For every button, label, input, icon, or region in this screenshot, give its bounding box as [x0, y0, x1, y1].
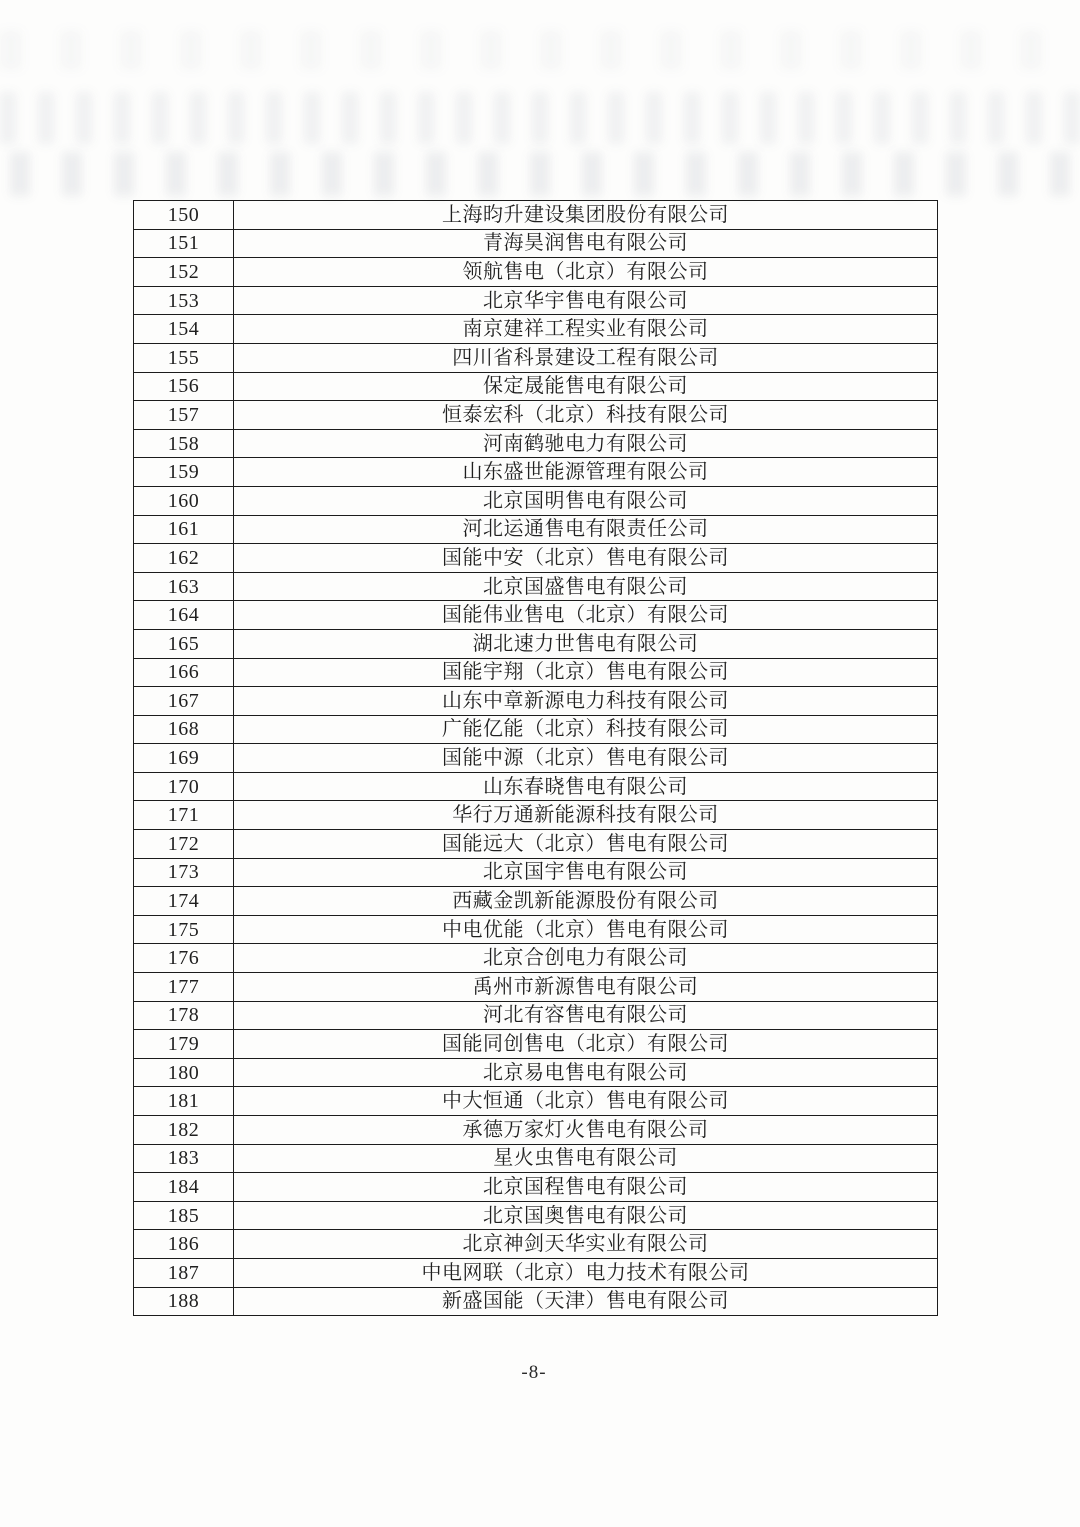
row-number-cell: 163 — [134, 572, 234, 601]
row-number-cell: 165 — [134, 629, 234, 658]
company-name-cell: 中大恒通（北京）售电有限公司 — [234, 1087, 938, 1116]
row-number-cell: 166 — [134, 658, 234, 687]
table-row — [134, 1230, 938, 1259]
row-number-cell: 155 — [134, 343, 234, 372]
table-row — [134, 201, 938, 230]
table-row — [134, 1201, 938, 1230]
row-number-cell: 157 — [134, 401, 234, 430]
row-number-cell: 179 — [134, 1030, 234, 1059]
row-number-cell: 151 — [134, 229, 234, 258]
row-number-cell: 150 — [134, 201, 234, 230]
company-list-table — [133, 200, 938, 1316]
table-row — [134, 1116, 938, 1145]
row-number-cell: 156 — [134, 372, 234, 401]
table-row — [134, 229, 938, 258]
table-row — [134, 772, 938, 801]
table-row — [134, 601, 938, 630]
table-row — [134, 515, 938, 544]
row-number-cell: 153 — [134, 286, 234, 315]
row-number-cell: 172 — [134, 830, 234, 859]
row-number-cell: 173 — [134, 858, 234, 887]
row-number-cell: 158 — [134, 429, 234, 458]
table-row — [134, 258, 938, 287]
table-row — [134, 1287, 938, 1316]
row-number-cell: 184 — [134, 1173, 234, 1202]
table-row — [134, 1001, 938, 1030]
table-row — [134, 887, 938, 916]
table-row — [134, 372, 938, 401]
row-number-cell: 178 — [134, 1001, 234, 1030]
company-name-cell: 领航售电（北京）有限公司 — [234, 258, 938, 287]
row-number-cell: 176 — [134, 944, 234, 973]
company-name-cell: 湖北速力世售电有限公司 — [234, 629, 938, 658]
table-row — [134, 1058, 938, 1087]
company-name-cell: 北京国程售电有限公司 — [234, 1173, 938, 1202]
company-table-body — [134, 201, 938, 1316]
row-number-cell: 162 — [134, 544, 234, 573]
table-row — [134, 973, 938, 1002]
table-row — [134, 715, 938, 744]
table-row — [134, 830, 938, 859]
row-number-cell: 187 — [134, 1258, 234, 1287]
company-name-cell: 华行万通新能源科技有限公司 — [234, 801, 938, 830]
company-name-cell: 国能远大（北京）售电有限公司 — [234, 830, 938, 859]
company-name-cell: 北京神剑天华实业有限公司 — [234, 1230, 938, 1259]
table-row — [134, 658, 938, 687]
row-number-cell: 152 — [134, 258, 234, 287]
company-name-cell: 国能同创售电（北京）有限公司 — [234, 1030, 938, 1059]
company-name-cell: 中电优能（北京）售电有限公司 — [234, 915, 938, 944]
table-row — [134, 572, 938, 601]
row-number-cell: 164 — [134, 601, 234, 630]
company-name-cell: 北京国明售电有限公司 — [234, 486, 938, 515]
table-row — [134, 286, 938, 315]
row-number-cell: 188 — [134, 1287, 234, 1316]
company-name-cell: 中电网联（北京）电力技术有限公司 — [234, 1258, 938, 1287]
row-number-cell: 185 — [134, 1201, 234, 1230]
company-name-cell: 南京建祥工程实业有限公司 — [234, 315, 938, 344]
company-name-cell: 河北运通售电有限责任公司 — [234, 515, 938, 544]
company-name-cell: 国能中源（北京）售电有限公司 — [234, 744, 938, 773]
company-name-cell: 山东中章新源电力科技有限公司 — [234, 687, 938, 716]
company-name-cell: 西藏金凯新能源股份有限公司 — [234, 887, 938, 916]
table-row — [134, 1258, 938, 1287]
row-number-cell: 171 — [134, 801, 234, 830]
row-number-cell: 177 — [134, 973, 234, 1002]
company-name-cell: 河南鹤驰电力有限公司 — [234, 429, 938, 458]
company-name-cell: 国能宇翔（北京）售电有限公司 — [234, 658, 938, 687]
table-row — [134, 1144, 938, 1173]
company-name-cell: 北京华宇售电有限公司 — [234, 286, 938, 315]
table-row — [134, 687, 938, 716]
row-number-cell: 159 — [134, 458, 234, 487]
company-name-cell: 禹州市新源售电有限公司 — [234, 973, 938, 1002]
row-number-cell: 170 — [134, 772, 234, 801]
row-number-cell: 161 — [134, 515, 234, 544]
row-number-cell: 169 — [134, 744, 234, 773]
company-name-cell: 承德万家灯火售电有限公司 — [234, 1116, 938, 1145]
page-number: -8- — [521, 1362, 547, 1383]
company-name-cell: 星火虫售电有限公司 — [234, 1144, 938, 1173]
table-row — [134, 1173, 938, 1202]
row-number-cell: 186 — [134, 1230, 234, 1259]
company-name-cell: 国能伟业售电（北京）有限公司 — [234, 601, 938, 630]
table-row — [134, 401, 938, 430]
table-row — [134, 801, 938, 830]
company-name-cell: 北京国奥售电有限公司 — [234, 1201, 938, 1230]
company-name-cell: 恒泰宏科（北京）科技有限公司 — [234, 401, 938, 430]
table-row — [134, 744, 938, 773]
company-name-cell: 山东盛世能源管理有限公司 — [234, 458, 938, 487]
row-number-cell: 168 — [134, 715, 234, 744]
company-name-cell: 保定晟能售电有限公司 — [234, 372, 938, 401]
row-number-cell: 167 — [134, 687, 234, 716]
table-row — [134, 343, 938, 372]
table-row — [134, 1030, 938, 1059]
company-name-cell: 四川省科景建设工程有限公司 — [234, 343, 938, 372]
row-number-cell: 174 — [134, 887, 234, 916]
bleedthrough-smudge — [0, 30, 1080, 70]
table-row — [134, 944, 938, 973]
company-name-cell: 北京国宇售电有限公司 — [234, 858, 938, 887]
table-row — [134, 915, 938, 944]
row-number-cell: 175 — [134, 915, 234, 944]
table-row — [134, 486, 938, 515]
row-number-cell: 183 — [134, 1144, 234, 1173]
bleedthrough-smudge — [0, 92, 1080, 144]
company-name-cell: 河北有容售电有限公司 — [234, 1001, 938, 1030]
table-row — [134, 858, 938, 887]
company-name-cell: 山东春晓售电有限公司 — [234, 772, 938, 801]
row-number-cell: 181 — [134, 1087, 234, 1116]
table-row — [134, 458, 938, 487]
row-number-cell: 160 — [134, 486, 234, 515]
company-name-cell: 国能中安（北京）售电有限公司 — [234, 544, 938, 573]
company-name-cell: 新盛国能（天津）售电有限公司 — [234, 1287, 938, 1316]
table-row — [134, 544, 938, 573]
company-name-cell: 青海昊润售电有限公司 — [234, 229, 938, 258]
table-row — [134, 429, 938, 458]
company-name-cell: 北京合创电力有限公司 — [234, 944, 938, 973]
company-name-cell: 广能亿能（北京）科技有限公司 — [234, 715, 938, 744]
company-name-cell: 上海昀升建设集团股份有限公司 — [234, 201, 938, 230]
row-number-cell: 154 — [134, 315, 234, 344]
table-row — [134, 315, 938, 344]
table-row — [134, 1087, 938, 1116]
bleedthrough-smudge — [0, 152, 1080, 196]
table-row — [134, 629, 938, 658]
row-number-cell: 180 — [134, 1058, 234, 1087]
row-number-cell: 182 — [134, 1116, 234, 1145]
company-name-cell: 北京易电售电有限公司 — [234, 1058, 938, 1087]
company-name-cell: 北京国盛售电有限公司 — [234, 572, 938, 601]
